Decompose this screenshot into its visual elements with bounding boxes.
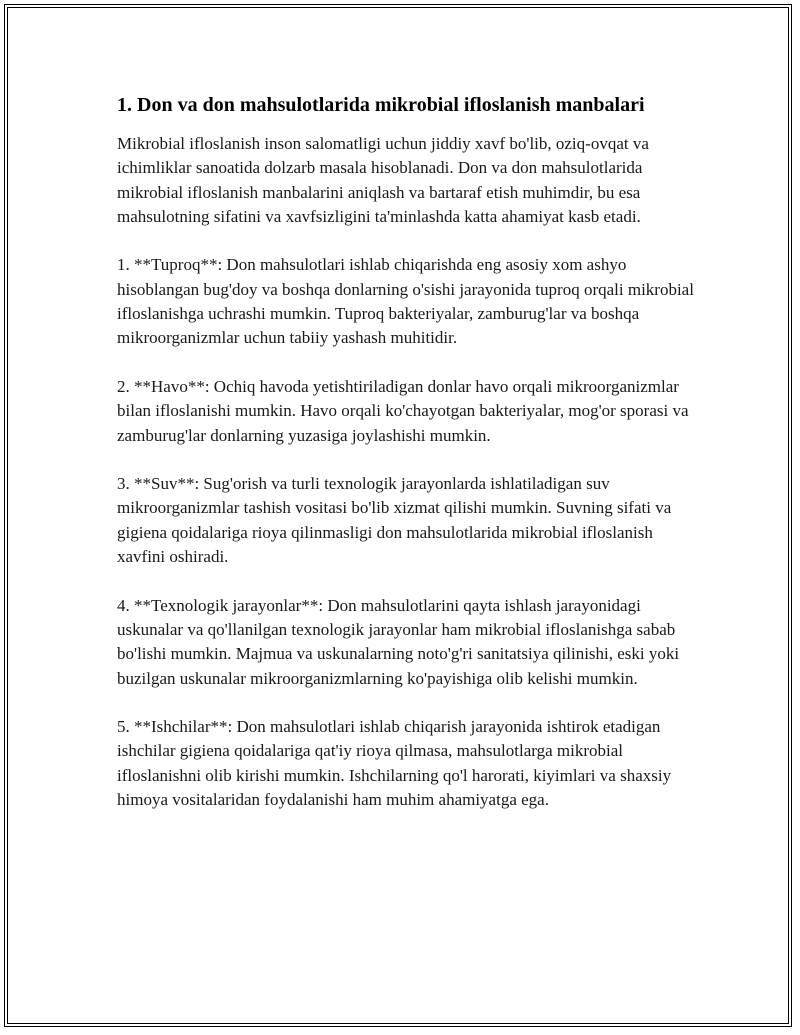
intro-paragraph: Mikrobial ifloslanish inson salomatligi uchun jiddiy xavf bo'lib, oziq-ovqat va ichimliklar sanoatida dolzarb masala hisoblanadi. Don va don mahsulotlarida mikrobial ifloslanish manbalarini aniqlash va bartaraf etish muhimdir, bu esa mahsulotning sifatini va xavfsizligini ta'minlashda katta ahamiyat kasb etadi. — [117, 134, 649, 226]
paragraph-havo: 2. **Havo**: Ochiq havoda yetishtiriladigan donlar havo orqali mikroorganizmlar bilan ifloslanishi mumkin. Havo orqali ko'chayotgan bakteriyalar, mog'or sporasi va zamburug'lar donlarning yuzasiga joylashishi mumkin. — [117, 376, 689, 445]
section-heading: 1. Don va don mahsulotlarida mikrobial ifloslanish manbalari — [117, 94, 645, 116]
paragraph-tuproq: 1. **Tuproq**: Don mahsulotlari ishlab chiqarishda eng asosiy xom ashyo hisoblangan bug'doy va boshqa donlarning o'sishi jarayonida tuproq orqali mikrobial ifloslanishga uchrashi mumkin. Tuproq bakteriyalar, zamburug'lar va boshqa mikroorganizmlar uchun tabiiy yashash muhitidir. — [117, 255, 694, 348]
paragraph-ishchilar: 5. **Ishchilar**: Don mahsulotlari ishlab chiqarish jarayonida ishtirok etadigan ishchilar gigiena qoidalariga qat'iy rioya qilmasa, mahsulotlarga mikrobial ifloslanishni olib kirishi mumkin. Ishchilarning qo'l harorati, kiyimlari va shaxsiy himoya vositalaridan foydalanishi ham muhim ahamiyatga ega. — [117, 717, 672, 810]
paragraph-texnologik-jarayonlar: 4. **Texnologik jarayonlar**: Don mahsulotlarini qayta ishlash jarayonidagi uskunalar va qo'llanilgan texnologik jarayonlar ham mikrobial ifloslanishga sabab bo'lishi mumkin. Majmua va uskunalarning noto'g'ri sanitatsiya qilinishi, eski yoki buzilgan uskunalar mikroorganizmlarning ko'payishiga olib kelishi mumkin. — [117, 595, 680, 688]
document-body — [117, 92, 697, 837]
paragraph-suv: 3. **Suv**: Sug'orish va turli texnologik jarayonlarda ishlatiladigan suv mikroorganizmlar tashish vositasi bo'lib xizmat qilishi mumkin. Suvning sifati va gigiena qoidalariga rioya qilinmasligi don mahsulotlarida mikrobial ifloslanish xavfini oshiradi. — [117, 474, 672, 567]
